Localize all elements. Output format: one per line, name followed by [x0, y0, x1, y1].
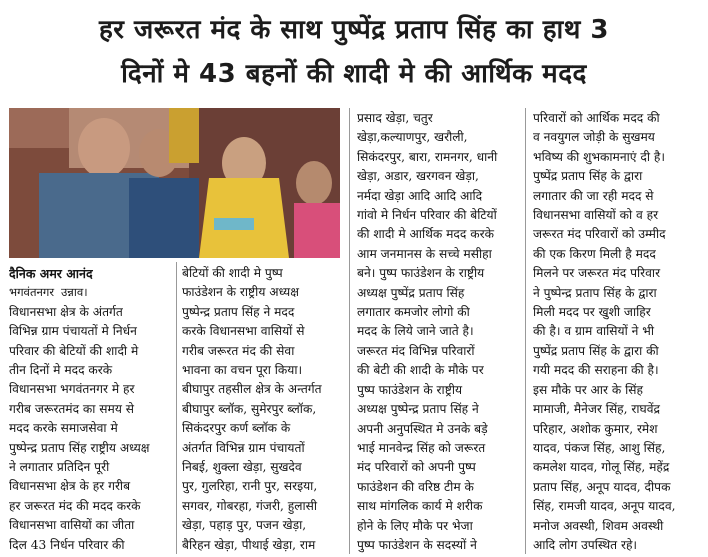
text-line: गरीब जरूरतमंद का समय से: [9, 401, 135, 416]
text-line: अध्यक्ष पुष्पेंद्र प्रताप सिंह: [357, 285, 465, 300]
top-strip: [0, 0, 708, 8]
text-line: की है। व ग्राम वासियों ने भी: [533, 324, 654, 339]
text-line: कमलेश यादव, गोलू सिंह, महेंद्र: [533, 460, 670, 475]
column-1: [9, 264, 169, 555]
text-line: खेड़ा, पहाड़ पुर, पजन खेड़ा,: [182, 518, 307, 533]
text-line: प्रसाद खेड़ा, चतुर: [357, 111, 433, 125]
text-line: विधानसभा वासियों का जीता: [9, 518, 135, 533]
text-line: सिकंदरपुर कर्ण ब्लॉक के: [182, 421, 291, 436]
text-line: करके विधानसभा वासियों से: [182, 324, 305, 339]
text-line: ने लगातार प्रतिदिन पूरी: [9, 460, 110, 475]
text-line: बैरिहन खेड़ा, पीथाई खेड़ा, राम: [182, 537, 316, 552]
text-line: लगातार कमजोर लोगो की: [357, 305, 470, 320]
text-line: मिलने पर जरूरत मंद परिवार: [533, 266, 661, 281]
news-photo: [9, 108, 340, 258]
text-line: जरूरत मंद विभिन्न परिवारों: [357, 343, 475, 358]
text-line: मदद करके समाजसेवा मे: [9, 421, 118, 436]
column-4: [533, 109, 695, 555]
dateline: भगवंतनगर उन्नाव।: [9, 285, 88, 300]
text-line: जरूरत मंद परिवारों को उम्मीद: [533, 227, 666, 242]
text-line: विधानसभा क्षेत्र के हर गरीब: [9, 479, 131, 494]
text-line: फाउंडेशन की वरिष्ठ टीम के: [357, 479, 474, 494]
text-line: पुर, गुलरिहा, रानी पुर, सरइया,: [182, 479, 318, 494]
text-line: इस मौके पर आर के सिंह: [533, 382, 643, 397]
text-line: प्रताप सिंह, अनूप यादव, दीपक: [533, 479, 671, 494]
headline-line-2: दिनों मे 43 बहनों की शादी मे की आर्थिक मदद: [121, 59, 587, 89]
text-line: की बेटी की शादी के मौके पर: [357, 363, 484, 378]
text-line: भावना का वचन पूरा किया।: [182, 363, 303, 378]
column-divider: [176, 262, 177, 554]
text-line: बीघापुर ब्लॉक, सुमेरपुर ब्लॉक,: [182, 401, 317, 416]
text-line: विधानसभा वासियों को व हर: [533, 208, 659, 223]
text-line: की एक किरण मिली है मदद: [533, 246, 656, 261]
text-line: खेड़ा,कल्याणपुर, खरौली,: [357, 130, 468, 145]
text-line: परिवारों को आर्थिक मदद की: [533, 111, 660, 125]
text-line: मिली मदद पर खुशी जाहिर: [533, 305, 651, 320]
column-divider: [349, 108, 350, 554]
text-line: पुष्पेंद्र प्रताप सिंह के द्वारा की: [533, 343, 659, 358]
text-line: यादव, पंकज सिंह, आशु सिंह,: [533, 440, 666, 455]
text-line: पुष्पेन्द्र प्रताप सिंह राष्ट्रीय अध्यक्ष: [9, 440, 150, 455]
text-line: व नवयुगल जोड़ी के सुखमय: [533, 130, 655, 145]
text-line: बेटियों की शादी मे पुष्प: [182, 266, 283, 280]
text-line: हर जरूरत मंद की मदद करके: [9, 498, 141, 513]
news-photo-image: [9, 108, 340, 258]
text-line: की शादी मे आर्थिक मदद करके: [357, 227, 494, 242]
text-line: पुष्पेन्द्र प्रताप सिंह ने मदद: [182, 304, 295, 319]
text-line: खेड़ा, अडार, खरगवन खेड़ा,: [357, 169, 479, 184]
text-line: अपनी अनुपस्थित मे उनके बड़े: [357, 421, 488, 436]
text-line: मदद के लिये जाने जाते है।: [357, 324, 474, 339]
text-line: परिवार की बेटियों की शादी मे: [9, 343, 139, 358]
column-2: [182, 264, 342, 555]
text-line: पुष्पेंद्र प्रताप सिंह के द्वारा: [533, 169, 643, 184]
byline: दैनिक अमर आनंद: [9, 266, 93, 281]
text-line: अध्यक्ष पुष्पेन्द्र प्रताप सिंह ने: [357, 402, 479, 417]
text-line: मामाजी, मैनेजर सिंह, राघवेंद्र: [533, 402, 660, 417]
text-line: मंद परिवारों को अपनी पुष्प: [357, 460, 476, 475]
text-line: विधानसभा भगवंतनगर मे हर: [9, 382, 135, 397]
text-line: विभिन्न ग्राम पंचायतों मे निर्धन: [9, 324, 137, 339]
text-line: मनोज अवस्थी, शिवम अवस्थी: [533, 518, 664, 533]
text-line: निबई, शुक्ला खेड़ा, सुखदेव: [182, 460, 302, 475]
text-line: आदि लोग उपस्थित रहे।: [533, 537, 638, 552]
text-line: ने पुष्पेन्द्र प्रताप सिंह के द्वारा: [533, 285, 657, 300]
text-line: भाई मानवेन्द्र सिंह को जरूरत: [357, 440, 486, 455]
text-line: दिल 43 निर्धन परिवार की: [9, 537, 125, 552]
text-line: लगातार की जा रही मदद से: [533, 188, 654, 203]
column-3: [357, 109, 517, 555]
text-line: पुष्प फाउंडेशन के राष्ट्रीय: [357, 382, 463, 397]
text-line: फाउंडेशन के राष्ट्रीय अध्यक्ष: [182, 285, 299, 300]
text-line: गयी मदद की सराहना की है।: [533, 363, 659, 378]
text-line: बीघापुर तहसील क्षेत्र के अन्तर्गत: [182, 382, 322, 397]
text-line: साथ मांगलिक कार्य मे शरीक: [357, 499, 483, 514]
text-line: आम जनमानस के सच्चे मसीहा: [357, 246, 492, 261]
text-line: विधानसभा क्षेत्र के अंतर्गत: [9, 304, 123, 319]
text-line: गांवो मे निर्धन परिवार की बेटियों: [357, 208, 497, 223]
text-line: होने के लिए मौके पर भेजा: [357, 518, 473, 533]
text-line: सगवर, गोबरहा, गंजरी, हुलासी: [182, 498, 318, 513]
text-line: सिकंदरपुर, बारा, रामनगर, धानी: [357, 149, 498, 164]
text-line: बने। पुष्प फाउंडेशन के राष्ट्रीय: [357, 266, 485, 281]
text-line: गरीब जरूरत मंद की सेवा: [182, 343, 295, 358]
text-line: पुष्प फाउंडेशन के सदस्यों ने: [357, 537, 477, 552]
text-line: नर्मदा खेड़ा आदि आदि आदि: [357, 188, 483, 203]
column-divider: [525, 108, 526, 554]
text-line: भविष्य की शुभकामनाएं दी है।: [533, 149, 665, 164]
text-line: अंतर्गत विभिन्न ग्राम पंचायतों: [182, 440, 305, 455]
headline: [0, 8, 708, 96]
text-line: सिंह, रामजी यादव, अनूप यादव,: [533, 499, 676, 514]
text-line: तीन दिनों मे मदद करके: [9, 363, 113, 378]
headline-line-1: हर जरूरत मंद के साथ पुष्पेंद्र प्रताप सिंह का हाथ 3: [98, 15, 610, 45]
text-line: परिहार, अशोक कुमार, रमेश: [533, 421, 658, 436]
